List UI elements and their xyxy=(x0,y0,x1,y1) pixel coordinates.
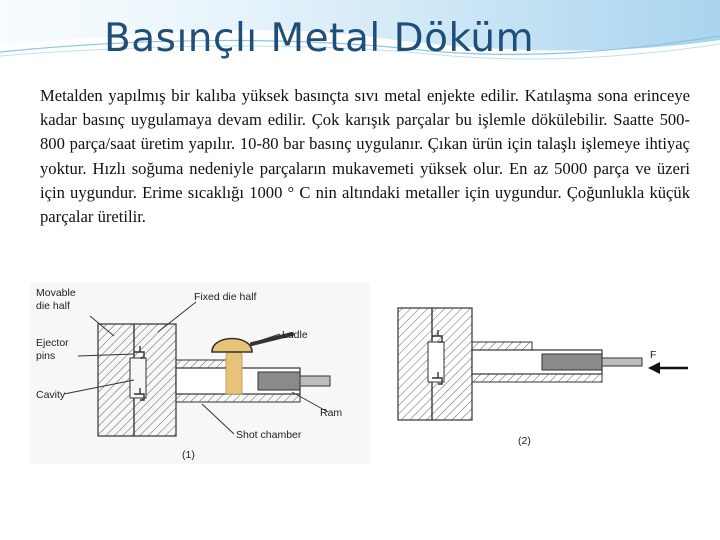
label-figure-2: (2) xyxy=(518,435,531,447)
ram xyxy=(258,372,300,390)
label-movable-1: Movable xyxy=(36,287,76,299)
label-movable-2: die half xyxy=(36,300,70,312)
label-ejector-2: pins xyxy=(36,350,56,362)
movable-die-half-2 xyxy=(398,308,432,420)
label-fixed: Fixed die half xyxy=(194,291,257,303)
slide-title: Basınçlı Metal Döküm xyxy=(104,16,535,61)
die-casting-diagram-1 xyxy=(30,282,370,464)
label-figure-1: (1) xyxy=(182,449,195,461)
ladle xyxy=(212,339,252,353)
molten-metal xyxy=(226,350,242,394)
ram-2 xyxy=(542,354,602,370)
label-ram: Ram xyxy=(320,407,343,419)
die-casting-diagram-2 xyxy=(372,296,704,460)
body-paragraph: Metalden yapılmış bir kalıba yüksek basınçta sıvı metal enjekte edilir. Katılaşma sona erinceye kadar basınç uygulamaya devam edilir. Çok karışık parçalar bu işlemle dökülebilir. Saatte 500-800 parça/saat üretim yapılır. 10-80 bar basınç uygulanır. Çıkan ürün için talaşlı işlemeye ihtiyaç yoktur. Hızlı soğuma nedeniyle parçaların mukavemeti yüksek olur. En az 5000 parça ve üzeri için uygundur. Erime sıcaklığı 1000 ° C nin altındaki metaller için uygundur. Çoğunlukla küçük parçalar üretilir. xyxy=(40,86,690,227)
label-ejector-1: Ejector xyxy=(36,337,69,349)
cavity-2 xyxy=(428,342,444,382)
label-ladle: Ladle xyxy=(282,329,308,341)
cavity xyxy=(130,358,146,398)
label-cavity: Cavity xyxy=(36,389,66,401)
label-shot-chamber: Shot chamber xyxy=(236,429,302,441)
label-force: F xyxy=(650,349,657,361)
movable-die-half xyxy=(98,324,134,436)
